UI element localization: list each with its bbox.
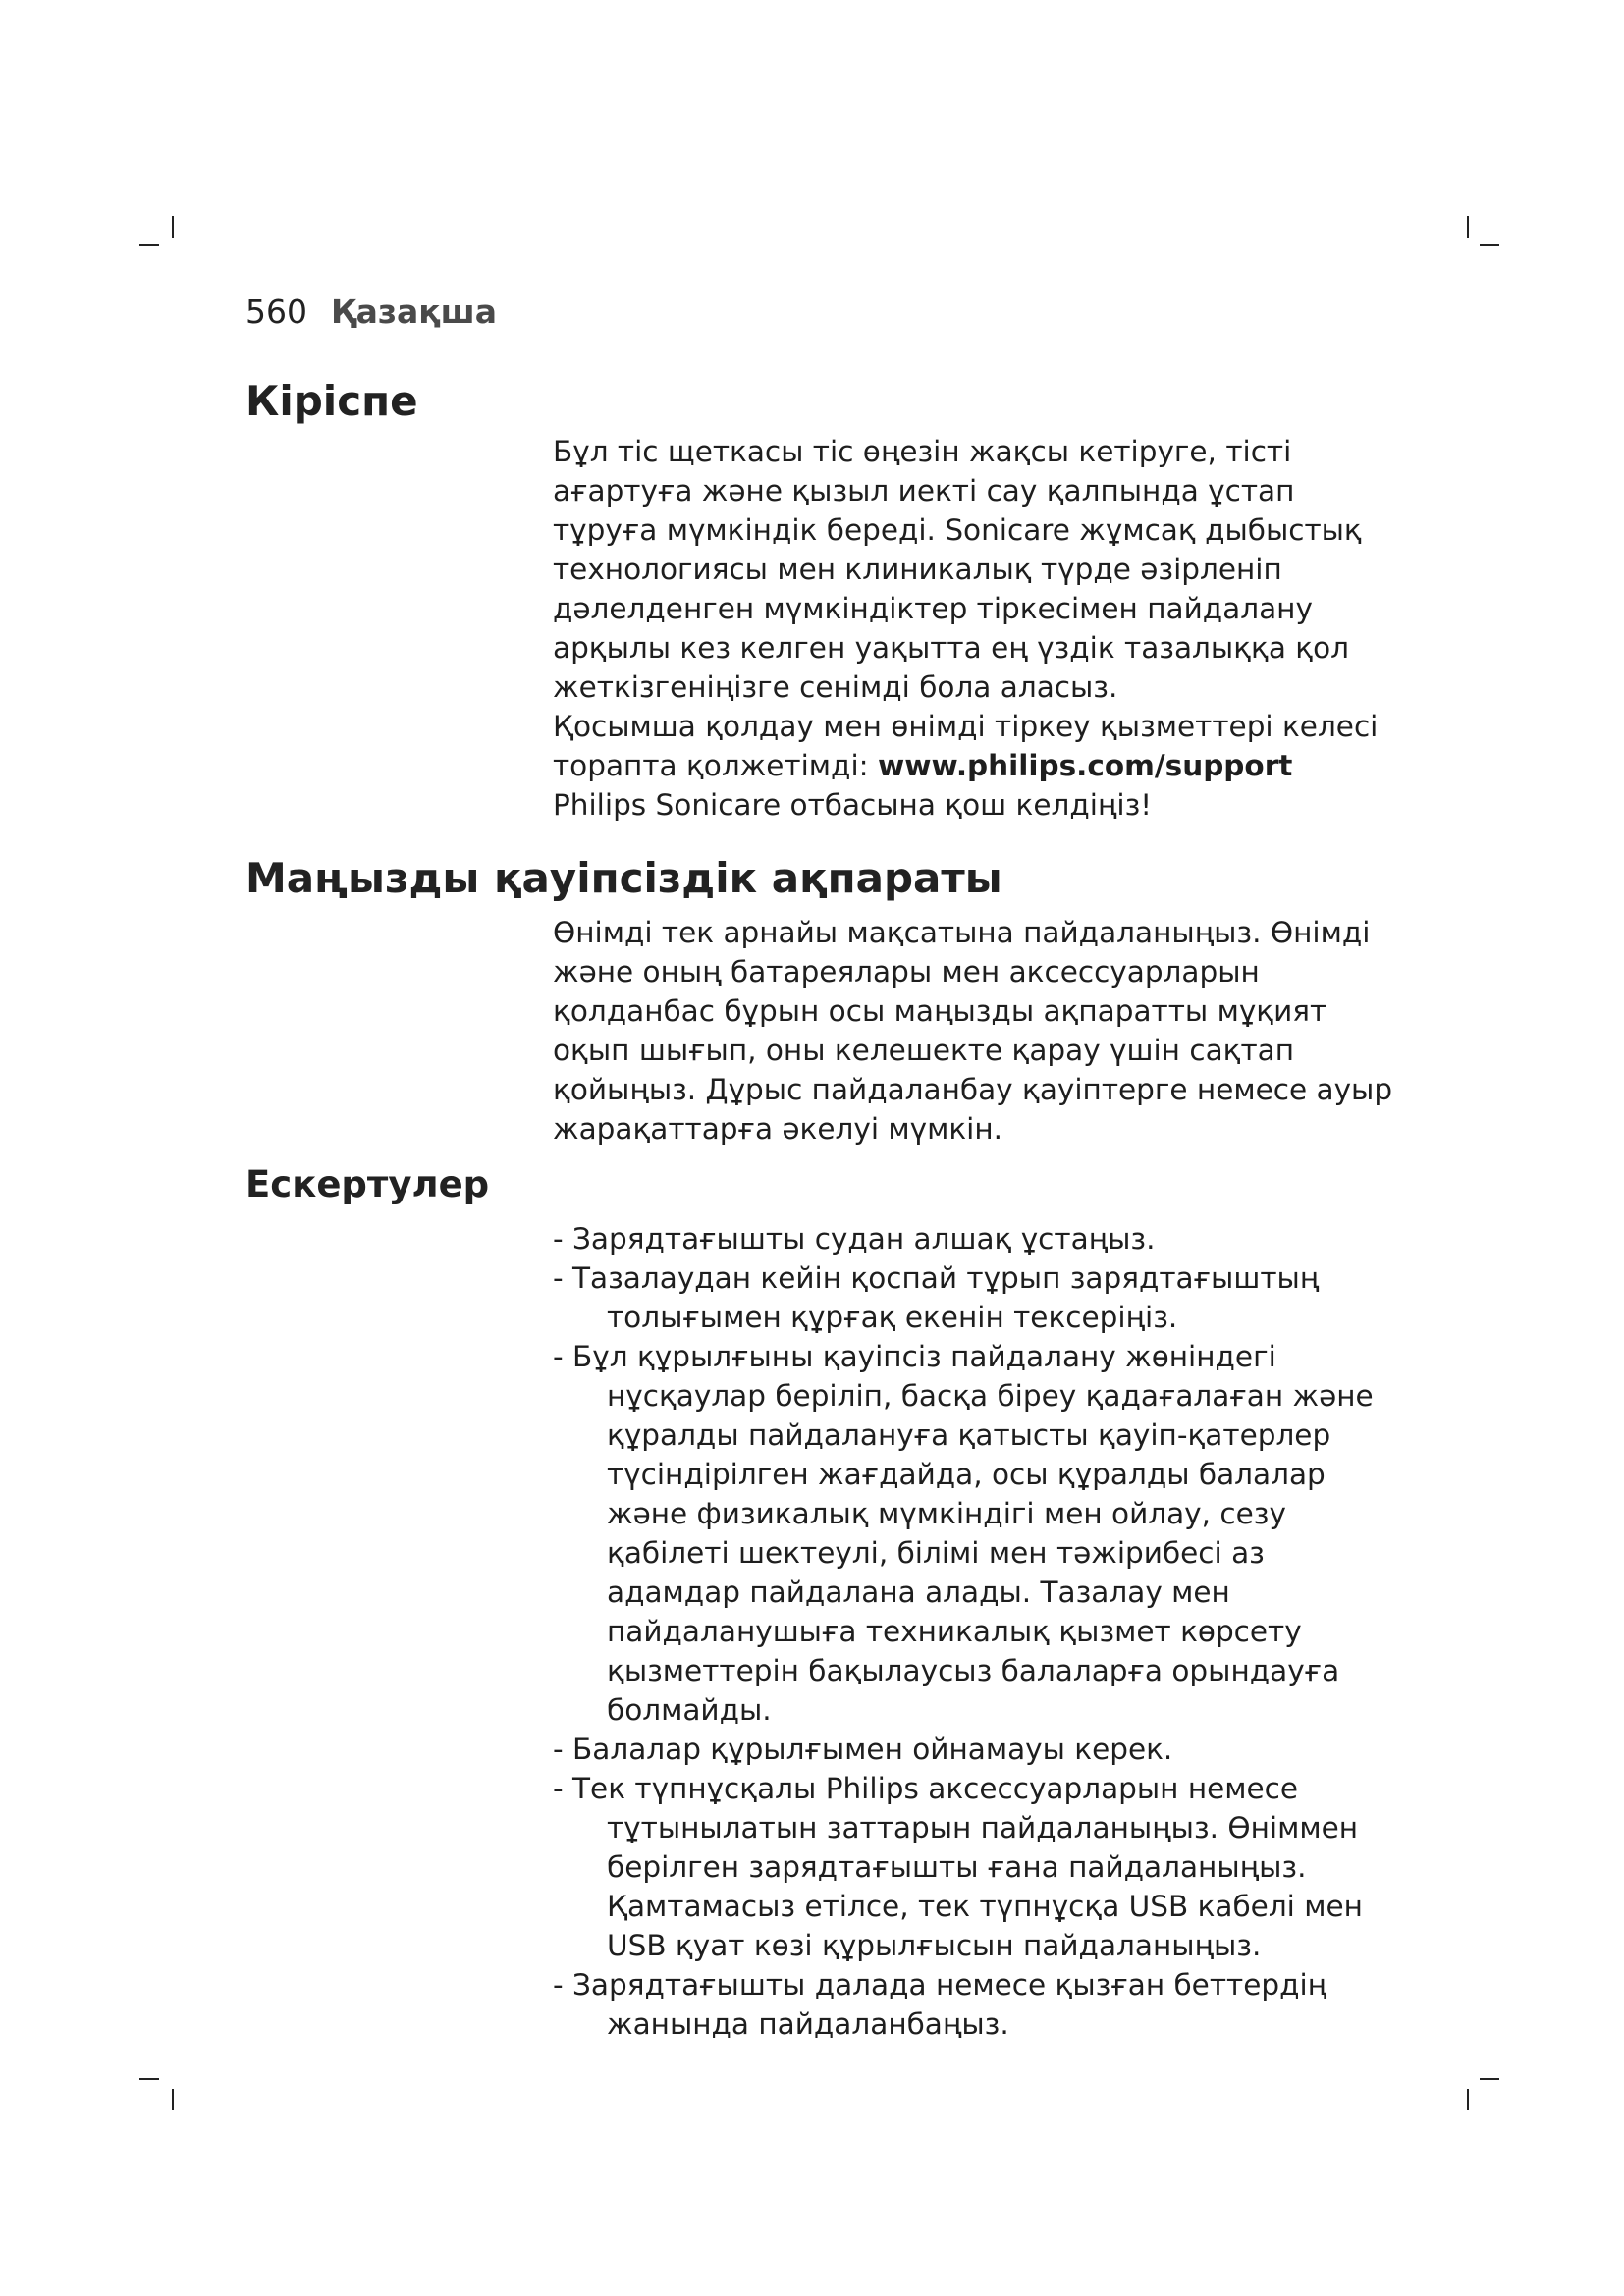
crop-mark-bottom-left-h bbox=[139, 2078, 159, 2080]
language-label: Қазақша bbox=[331, 293, 497, 331]
intro-paragraph: Бұл тіс щеткасы тіс өңезін жақсы кетіруге, тісті ағартуға және қызыл иекті сау қалпында ұстап тұруға мүмкіндік береді. Sonicare жұмсақ дыбыстық технологиясы мен клиникалық түрде әзірленіп дәлелденген мүмкіндіктер тіркесімен пайдалану арқылы кез келген уақытта ең үздік тазалыққа қол жеткізгеніңізге сенімді бола аласыз. bbox=[553, 435, 1362, 704]
welcome-text: Philips Sonicare отбасына қош келдіңіз! bbox=[553, 788, 1153, 822]
warnings-heading: Ескертулер bbox=[245, 1163, 490, 1205]
crop-mark-bottom-right-v bbox=[1467, 2089, 1469, 2110]
support-text: Қосымша қолдау мен өнімді тіркеу қызметтері келесі торапта қолжетімді: bbox=[553, 710, 1379, 782]
crop-mark-top-right-v bbox=[1467, 216, 1469, 238]
crop-mark-top-left-h bbox=[139, 244, 159, 246]
page-header bbox=[245, 293, 497, 331]
list-item: - Зарядтағышты далада немесе қызған беттердің жанында пайдаланбаңыз. bbox=[553, 1968, 1327, 2041]
crop-mark-top-right-h bbox=[1480, 244, 1499, 246]
crop-mark-top-left-v bbox=[172, 216, 174, 238]
crop-mark-bottom-right-h bbox=[1480, 2078, 1499, 2080]
warnings-section bbox=[553, 1219, 1407, 2044]
list-item: - Тазалаудан кейін қоспай тұрып зарядтағыштың толығымен құрғақ екенін тексеріңіз. bbox=[553, 1261, 1320, 1334]
intro-section bbox=[553, 432, 1407, 825]
list-item: - Балалар құрылғымен ойнамауы керек. bbox=[553, 1733, 1173, 1766]
list-item: - Зарядтағышты судан алшақ ұстаңыз. bbox=[553, 1222, 1156, 1255]
page-number: 560 bbox=[245, 293, 307, 331]
support-paragraph bbox=[553, 707, 1407, 785]
safety-heading: Маңызды қауіпсіздік ақпараты bbox=[245, 854, 1002, 902]
safety-paragraph: Өнімді тек арнайы мақсатына пайдаланыңыз. Өнімді және оның батареялары мен аксессуарларын қолданбас бұрын осы маңызды ақпаратты мұқият оқып шығып, оны келешекте қарау үшін сақтап қойыңыз. Дұрыс пайдаланбау қауіптерге немесе ауыр жарақаттарға әкелуі мүмкін. bbox=[553, 916, 1393, 1146]
support-link[interactable]: www.philips.com/support bbox=[877, 749, 1293, 782]
list-item: - Бұл құрылғыны қауіпсіз пайдалану жөніндегі нұсқаулар беріліп, басқа біреу қадағалаған және құралды пайдалануға қатысты қауіп-қатерлер түсіндірілген жағдайда, осы құралды балалар және физикалық мүмкіндігі мен ойлау, сезу қабілеті шектеулі, білімі мен тәжірибесі аз адамдар пайдалана алады. Тазалау мен пайдаланушыға техникалық қызмет көрсету қызметтерін бақылаусыз балаларға орындауға болмайды. bbox=[553, 1340, 1374, 1727]
list-item: - Тек түпнұсқалы Philips аксессуарларын немесе тұтынылатын заттарын пайдаланыңыз. Өніммен берілген зарядтағышты ғана пайдаланыңыз. Қамтамасыз етілсе, тек түпнұсқа USB кабелі мен USB қуат көзі құрылғысын пайдаланыңыз. bbox=[553, 1772, 1363, 1962]
crop-mark-bottom-left-v bbox=[172, 2089, 174, 2110]
safety-section bbox=[553, 913, 1407, 1148]
intro-heading: Кіріспе bbox=[245, 377, 418, 425]
warnings-list bbox=[553, 1219, 1407, 2044]
